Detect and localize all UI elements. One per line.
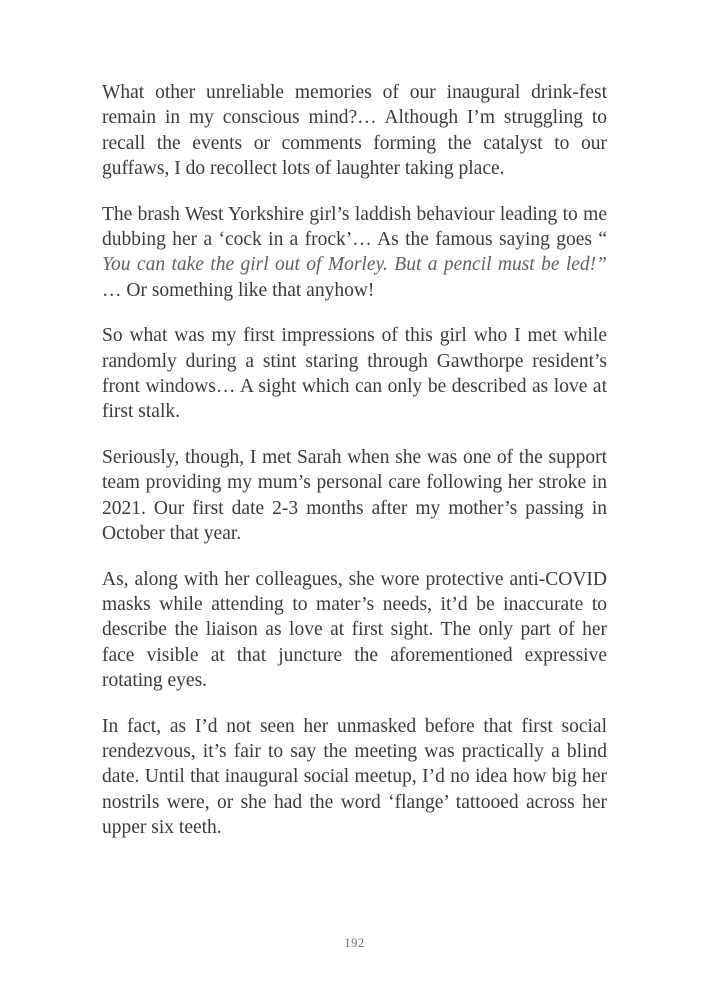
paragraph xyxy=(102,80,607,181)
text-segment: In fact, as I’d not seen her unmasked before that first social rendezvous, it’s fair to say the meeting was practically a blind date. Until that inaugural social meetup, I’d no idea how big her nostrils were, or she had the word ‘flange’ tattooed across her upper six teeth. xyxy=(102,715,607,838)
paragraph xyxy=(102,714,607,840)
text-segment: The brash West Yorkshire girl’s laddish behaviour leading to me dubbing her a ‘cock in a frock’… As the famous saying goes “ xyxy=(102,203,607,250)
paragraph xyxy=(102,202,607,303)
paragraph xyxy=(102,445,607,546)
text-segment: Seriously, though, I met Sarah when she was one of the support team providing my mum’s personal care following her stroke in 2021. Our first date 2-3 months after my mother’s passing in October that year. xyxy=(102,447,607,544)
text-segment: As, along with her colleagues, she wore protective anti-COVID masks while attending to mater’s needs, it’d be inaccurate to describe the liaison as love at first sight. The only part of her face visible at that juncture the aforementioned expressive rotating eyes. xyxy=(102,568,607,691)
text-segment: So what was my first impressions of this girl who I met while randomly during a stint staring through Gawthorpe resident’s front windows… A sight which can only be described as love at first stalk. xyxy=(102,325,607,423)
paragraph xyxy=(102,323,607,424)
paragraph xyxy=(102,567,607,693)
text-segment: What other unreliable memories of our inaugural drink-fest remain in my conscious mind?… Although I’m struggling to recall the events or comments forming the catalyst to our guffaws, I do recollect lots of laughter taking place. xyxy=(102,82,607,179)
text-segment: You can take the girl out of Morley. But a pencil must be led!” xyxy=(102,254,607,276)
page-number: 192 xyxy=(344,936,365,950)
page-body xyxy=(102,80,607,861)
text-segment: … Or something like that anyhow! xyxy=(102,279,375,301)
